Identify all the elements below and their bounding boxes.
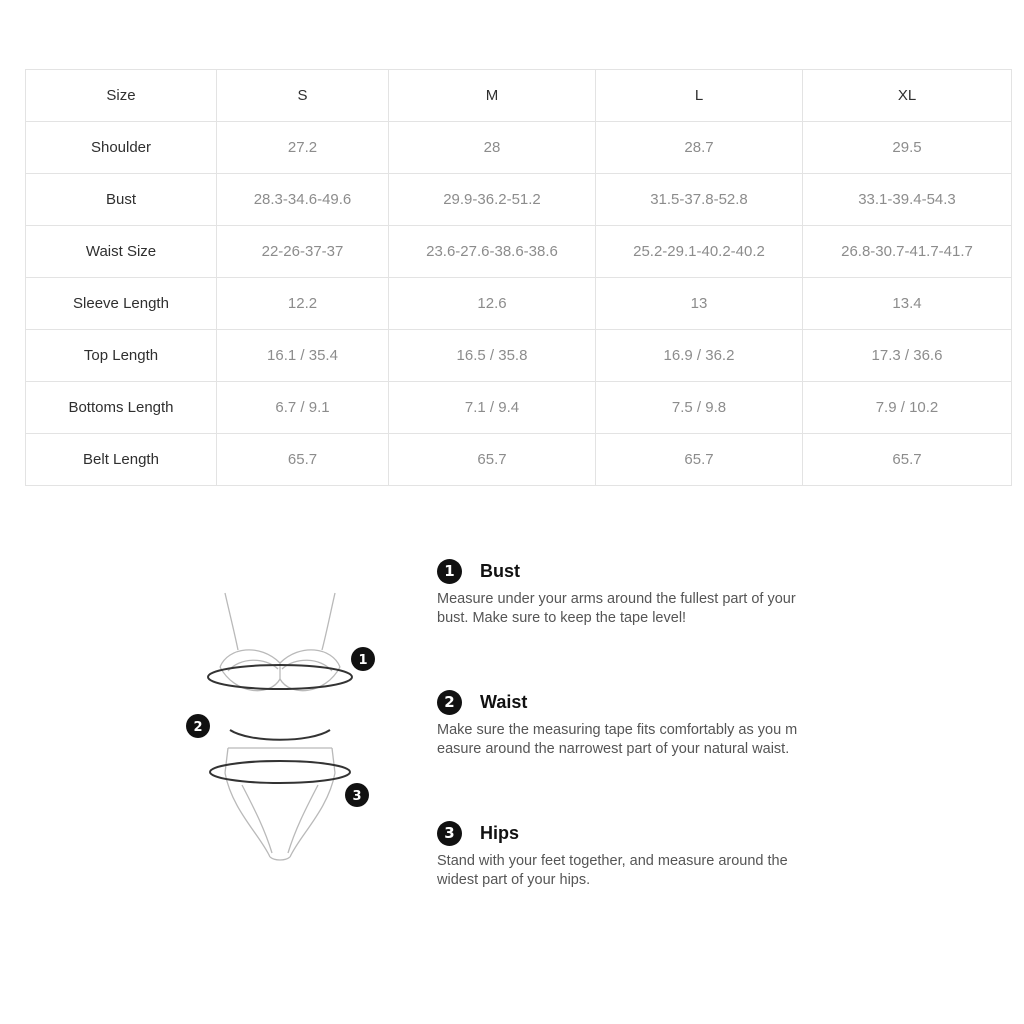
table-row [26,122,1012,174]
row-label: Top Length [26,330,217,382]
row-label: Sleeve Length [26,278,217,330]
instruction-line: widest part of your hips. [437,872,591,888]
table-cell: 28 [389,122,596,174]
table-cell: 23.6-27.6-38.6-38.6 [389,226,596,278]
table-cell: 13 [596,278,803,330]
waist-instruction [437,689,847,759]
table-cell: 65.7 [596,434,803,486]
number-badge-3: 3 [437,821,462,846]
number-badge-2: 2 [437,690,462,715]
table-cell: 31.5-37.8-52.8 [596,174,803,226]
instruction-title: Hips [480,822,520,843]
table-cell: 6.7 / 9.1 [217,382,389,434]
table-cell: 16.1 / 35.4 [217,330,389,382]
hips-instruction [437,820,847,890]
bust-heading [437,558,847,584]
instruction-line: Stand with your feet together, and measure around the [437,853,788,869]
header-s: S [217,70,389,122]
table-row [26,330,1012,382]
measurement-diagram [180,585,380,870]
header-xl: XL [803,70,1012,122]
bikini-illustration [180,585,380,870]
table-cell: 22-26-37-37 [217,226,389,278]
svg-text:1: 1 [358,653,368,668]
instruction-text [437,852,842,890]
table-cell: 12.2 [217,278,389,330]
size-chart-table [25,69,1012,486]
row-label: Bottoms Length [26,382,217,434]
instruction-line: Measure under your arms around the fullest part of your [437,591,796,607]
row-label: Waist Size [26,226,217,278]
instruction-text [437,590,842,628]
table-header-row [26,70,1012,122]
table-cell: 28.3-34.6-49.6 [217,174,389,226]
row-label: Bust [26,174,217,226]
table-cell: 28.7 [596,122,803,174]
table-cell: 7.9 / 10.2 [803,382,1012,434]
table-row [26,174,1012,226]
table-cell: 17.3 / 36.6 [803,330,1012,382]
svg-text:3: 3 [352,789,362,804]
table-cell: 65.7 [803,434,1012,486]
instruction-title: Waist [480,691,528,712]
bust-instruction [437,558,847,628]
table-cell: 26.8-30.7-41.7-41.7 [803,226,1012,278]
instruction-text [437,721,842,759]
table-cell: 16.9 / 36.2 [596,330,803,382]
row-label: Shoulder [26,122,217,174]
table-cell: 7.1 / 9.4 [389,382,596,434]
table-cell: 16.5 / 35.8 [389,330,596,382]
table-row [26,382,1012,434]
marker-3-icon [345,783,369,807]
hips-heading [437,820,847,846]
table-cell: 13.4 [803,278,1012,330]
table-cell: 29.9-36.2-51.2 [389,174,596,226]
instruction-title: Bust [480,560,520,581]
table-cell: 65.7 [389,434,596,486]
table-row [26,226,1012,278]
waist-tape-line [230,730,330,740]
table-row [26,278,1012,330]
header-size: Size [26,70,217,122]
waist-heading [437,689,847,715]
hip-tape-line [210,761,350,783]
instruction-line: Make sure the measuring tape fits comfortably as you m [437,722,798,738]
header-m: M [389,70,596,122]
header-l: L [596,70,803,122]
marker-1-icon [351,647,375,671]
table-cell: 29.5 [803,122,1012,174]
table-cell: 27.2 [217,122,389,174]
number-badge-1: 1 [437,559,462,584]
svg-text:2: 2 [193,720,203,735]
table-row [26,434,1012,486]
table-cell: 25.2-29.1-40.2-40.2 [596,226,803,278]
row-label: Belt Length [26,434,217,486]
table-cell: 7.5 / 9.8 [596,382,803,434]
table-cell: 33.1-39.4-54.3 [803,174,1012,226]
instruction-line: easure around the narrowest part of your natural waist. [437,741,790,757]
table-cell: 12.6 [389,278,596,330]
instruction-line: bust. Make sure to keep the tape level! [437,610,687,626]
table-cell: 65.7 [217,434,389,486]
marker-2-icon [186,714,210,738]
